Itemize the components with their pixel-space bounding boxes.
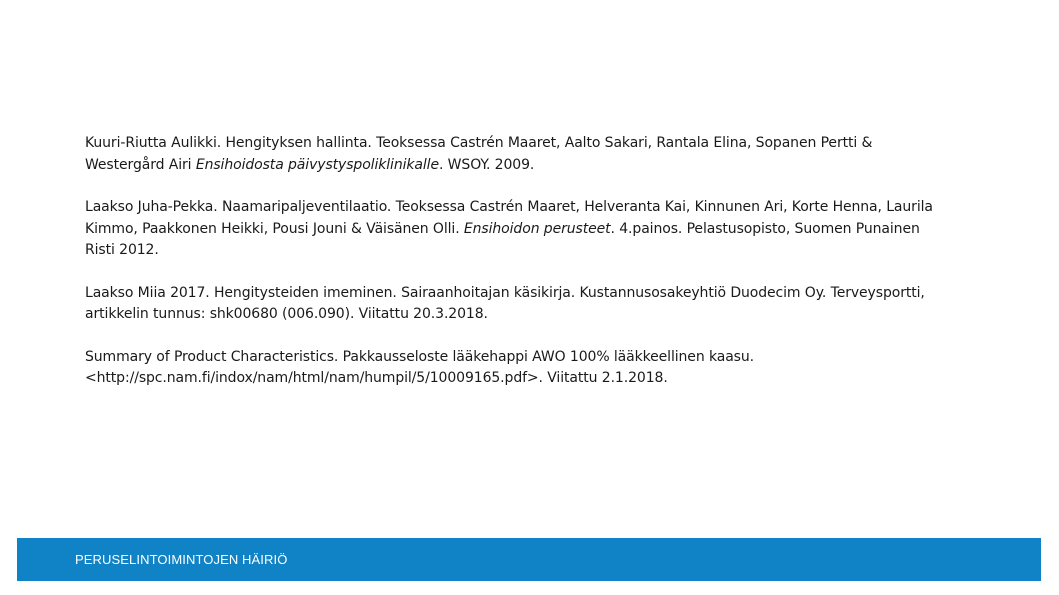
reference-item (85, 347, 945, 390)
reference-text: Laakso Miia 2017. Hengitysteiden imeminen. Sairaanhoitajan käsikirja. Kustannusosakeyhtiö Duodecim Oy. Terveysportti, artikkelin tunnus: shk00680 (006.090). Viitattu 20.3.2018. (85, 284, 925, 322)
footer-title: PERUSELINTOIMINTOJEN HÄIRIÖ (75, 552, 288, 567)
footer-bar (17, 538, 1041, 581)
reference-text: Kuuri-Riutta Aulikki. Hengityksen hallinta. Teoksessa Castrén Maaret, Aalto Sakari, Rantala Elina, Sopanen Pertti & Westergård Airi (85, 135, 873, 173)
reference-text-tail: . WSOY. 2009. (438, 156, 535, 173)
reference-item (85, 197, 945, 262)
reference-italic-title: Ensihoidosta päivystyspoliklinikalle (195, 156, 439, 173)
reference-italic-title: Ensihoidon perusteet (463, 220, 611, 237)
reference-text-tail: . 4.painos. Pelastusopisto, Suomen Punainen Risti 2012. (85, 220, 920, 258)
reference-item (85, 283, 945, 326)
reference-list (85, 133, 945, 411)
reference-text: Laakso Juha-Pekka. Naamaripaljeventilaatio. Teoksessa Castrén Maaret, Helveranta Kai, Kinnunen Ari, Korte Henna, Laurila Kimmo, Paakkonen Heikki, Pousi Jouni & Väisänen Olli. (85, 199, 933, 237)
reference-text: Summary of Product Characteristics. Pakkausseloste lääkehappi AWO 100% lääkkeellinen kaasu. <http://spc.nam.fi/indox/nam/html/nam/humpil/5/10009165.pdf>. Viitattu 2.1.2018. (85, 348, 754, 386)
reference-item (85, 133, 945, 176)
